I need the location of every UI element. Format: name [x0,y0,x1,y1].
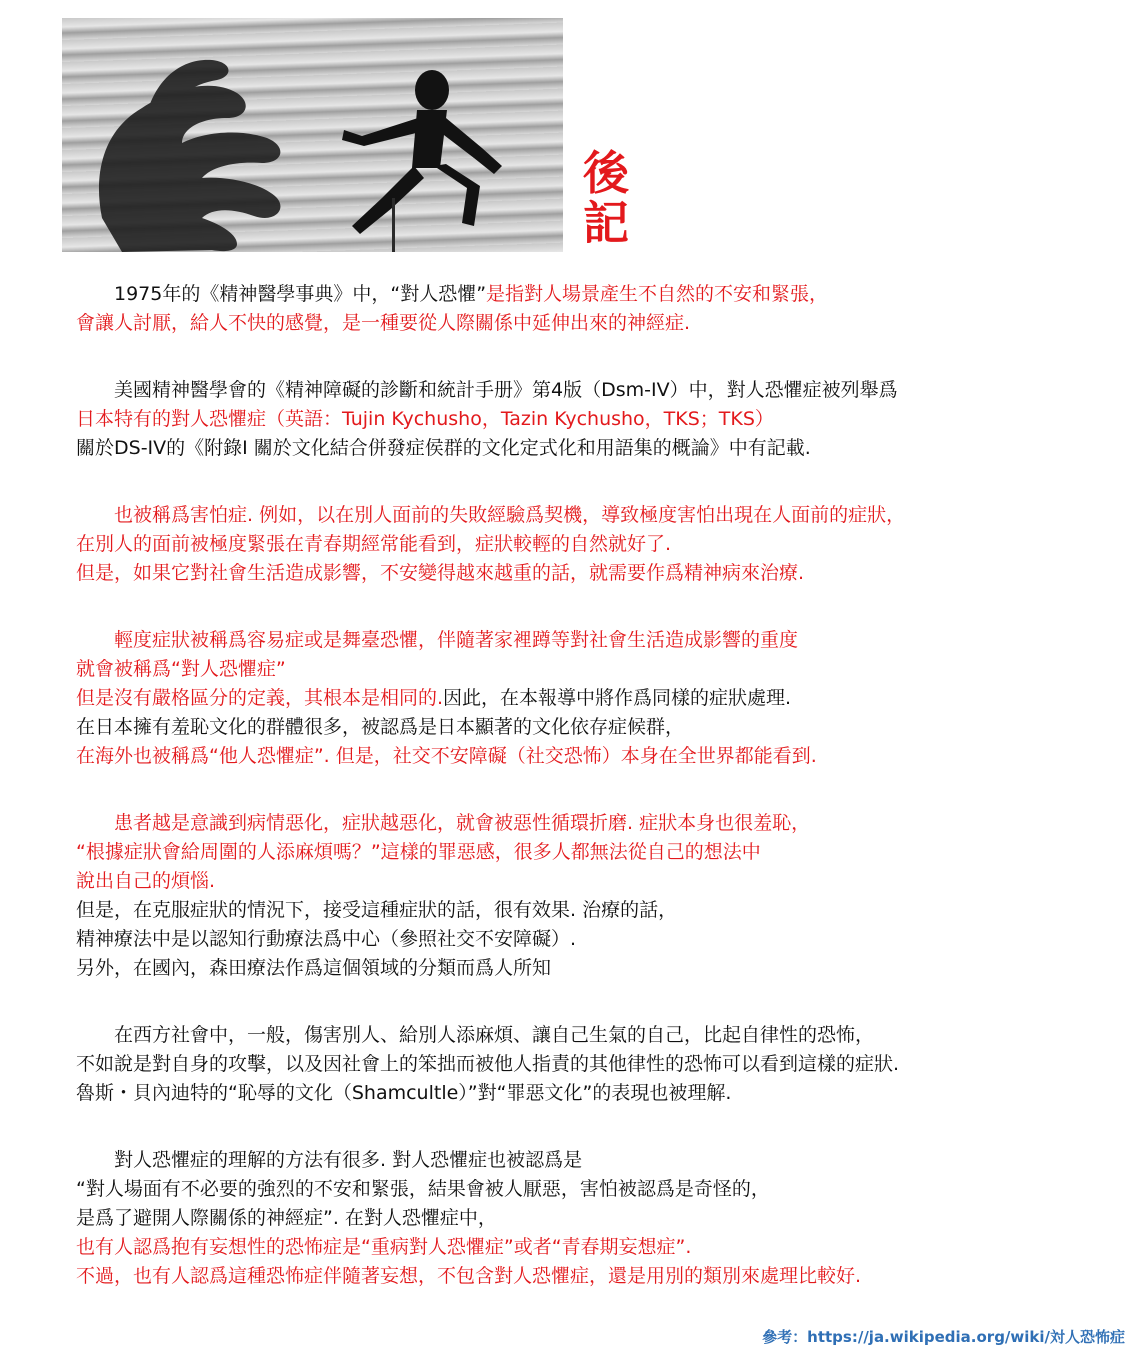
body-text: 精神療法中是以認知行動療法爲中心（參照社交不安障礙）. [76,928,577,950]
highlighted-text: 在別人的面前被極度緊張在青春期經常能看到，症狀較輕的自然就好了. [76,533,672,555]
text-line [76,1079,1136,1108]
text-line [76,1021,1136,1050]
text-line [76,1204,1136,1233]
highlighted-text: 就會被稱爲“對人恐懼症” [76,658,286,680]
text-line [76,925,1136,954]
shadow-hand-mannequin-illustration [62,18,563,252]
text-line [76,1175,1136,1204]
paragraph [76,1146,1136,1291]
highlighted-text: 也有人認爲抱有妄想性的恐怖症是“重病對人恐懼症”或者“青春期妄想症”. [76,1236,692,1258]
text-line [76,713,1136,742]
highlighted-text: 輕度症狀被稱爲容易症或是舞臺恐懼，伴隨著家裡蹲等對社會生活造成影響的重度 [114,629,799,651]
text-line [76,309,1136,338]
reference-link[interactable]: 參考：https://ja.wikipedia.org/wiki/対人恐怖症 [762,1328,1125,1346]
text-line [76,530,1136,559]
highlighted-text: 說出自己的煩惱. [76,870,216,892]
highlighted-text: 也被稱爲害怕症. 例如，以在別人面前的失敗經驗爲契機，導致極度害怕出現在人面前的症狀， [114,504,906,526]
body-text: 不如說是對自身的攻擊，以及因社會上的笨拙而被他人指責的其他律性的恐怖可以看到這樣的症狀. [76,1053,900,1075]
paragraph [76,501,1136,588]
highlighted-text: 在海外也被稱爲“他人恐懼症”. 但是，社交不安障礙（社交恐怖）本身在全世界都能看到. [76,745,817,767]
highlighted-text: “根據症狀會給周圍的人添麻煩嗎？”這樣的罪惡感，很多人都無法從自己的想法中 [76,841,761,863]
text-line [76,1050,1136,1079]
highlighted-text: 但是，如果它對社會生活造成影響，不安變得越來越重的話，就需要作爲精神病來治療. [76,562,805,584]
body-text: 是爲了避開人際關係的神經症”. 在對人恐懼症中， [76,1207,497,1229]
body-text: 1975年的《精神醫學事典》中，“對人恐懼” [114,283,487,305]
body-text: 在日本擁有羞恥文化的群體很多，被認爲是日本顯著的文化依存症候群， [76,716,685,738]
text-line [76,954,1136,983]
paragraph [76,809,1136,983]
text-line [76,280,1136,309]
highlighted-text: 是指對人場景產生不自然的不安和緊張， [486,283,829,305]
body-text: 對人恐懼症的理解的方法有很多. 對人恐懼症也被認爲是 [114,1149,583,1171]
text-line [76,501,1136,530]
text-line [76,896,1136,925]
body-text: 美國精神醫學會的《精神障礙的診斷和統計手册》第4版（Dsm-IV）中，對人恐懼症被列舉爲 [114,379,898,401]
article-body [76,280,1136,1329]
text-line [76,742,1136,771]
text-line [76,626,1136,655]
body-text: 在西方社會中，一般，傷害別人、給別人添麻煩、讓自己生氣的自己，比起自律性的恐怖， [114,1024,875,1046]
highlighted-text: 不過，也有人認爲這種恐怖症伴隨著妄想，不包含對人恐懼症，還是用別的類別來處理比較好. [76,1265,862,1287]
text-line [76,1233,1136,1262]
highlighted-text: 但是沒有嚴格區分的定義，其根本是相同的. [76,687,444,709]
paragraph [76,626,1136,771]
text-line [76,867,1136,896]
text-line [76,655,1136,684]
title-char-2: 記 [583,196,629,250]
text-line [76,684,1136,713]
text-line [76,405,1136,434]
highlighted-text: 日本特有的對人恐懼症（英語：Tujin Kychusho，Tazin Kychusho，TKS；TKS） [76,408,774,430]
body-text: 魯斯・貝內迪特的“恥辱的文化（Shamcultle）”對“罪惡文化”的表現也被理解. [76,1082,732,1104]
body-text: 因此，在本報導中將作爲同樣的症狀處理. [443,687,792,709]
text-line [76,809,1136,838]
text-line [76,1262,1136,1291]
paragraph [76,376,1136,463]
body-text: 關於DS-IV的《附錄I 關於文化結合併發症侯群的文化定式化和用語集的概論》中有記載. [76,437,811,459]
text-line [76,559,1136,588]
page-title [580,148,632,248]
text-line [76,434,1136,463]
title-char-1: 後 [583,146,629,200]
highlighted-text: 會讓人討厭，給人不快的感覺，是一種要從人際關係中延伸出來的神經症. [76,312,691,334]
paragraph [76,280,1136,338]
highlighted-text: 患者越是意識到病情惡化，症狀越惡化，就會被惡性循環折磨. 症狀本身也很羞恥， [114,812,811,834]
hero-image [62,18,563,252]
text-line [76,376,1136,405]
body-text: “對人場面有不必要的強烈的不安和緊張，結果會被人厭惡，害怕被認爲是奇怪的， [76,1178,770,1200]
text-line [76,1146,1136,1175]
text-line [76,838,1136,867]
body-text: 另外，在國內，森田療法作爲這個領域的分類而爲人所知 [76,957,552,979]
body-text: 但是，在克服症狀的情況下，接受這種症狀的話，很有效果. 治療的話， [76,899,678,921]
paragraph [76,1021,1136,1108]
